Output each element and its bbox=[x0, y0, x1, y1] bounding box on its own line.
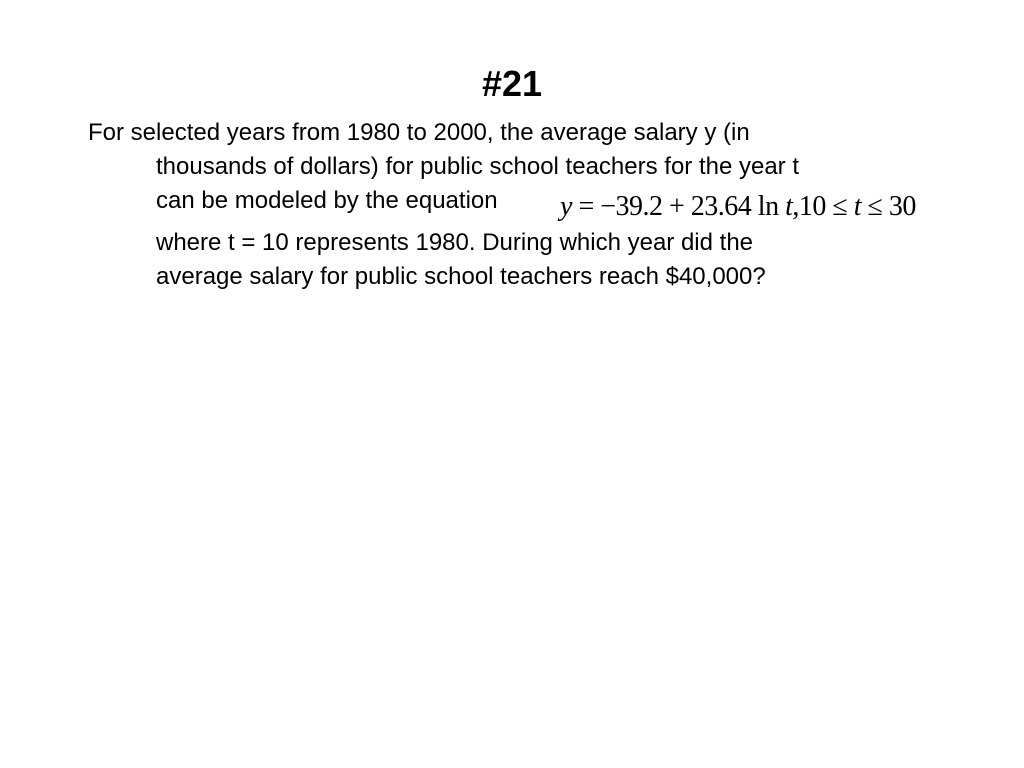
salary-equation bbox=[560, 190, 916, 224]
problem-text-line-4: where t = 10 represents 1980. During which year did the bbox=[156, 229, 754, 256]
equation-domain-variable-t: t bbox=[853, 191, 862, 222]
problem-text-line-1: For selected years from 1980 to 2000, the average salary y (in bbox=[88, 119, 750, 146]
problem-text-line-2: thousands of dollars) for public school teachers for the year t bbox=[156, 153, 800, 180]
problem-text-line-3: can be modeled by the equation bbox=[156, 187, 498, 214]
equation-domain-upper: ≤ 30 bbox=[861, 191, 916, 222]
slide-title: #21 bbox=[481, 63, 543, 104]
equation-variable-y: y bbox=[560, 191, 572, 222]
equation-variable-t: t bbox=[785, 191, 793, 222]
problem-text-line-5: average salary for public school teachers reach $40,000? bbox=[156, 263, 766, 290]
equation-domain-lower: ,10 ≤ bbox=[792, 191, 854, 222]
equation-rhs: = −39.2 + 23.64 ln bbox=[571, 191, 786, 222]
